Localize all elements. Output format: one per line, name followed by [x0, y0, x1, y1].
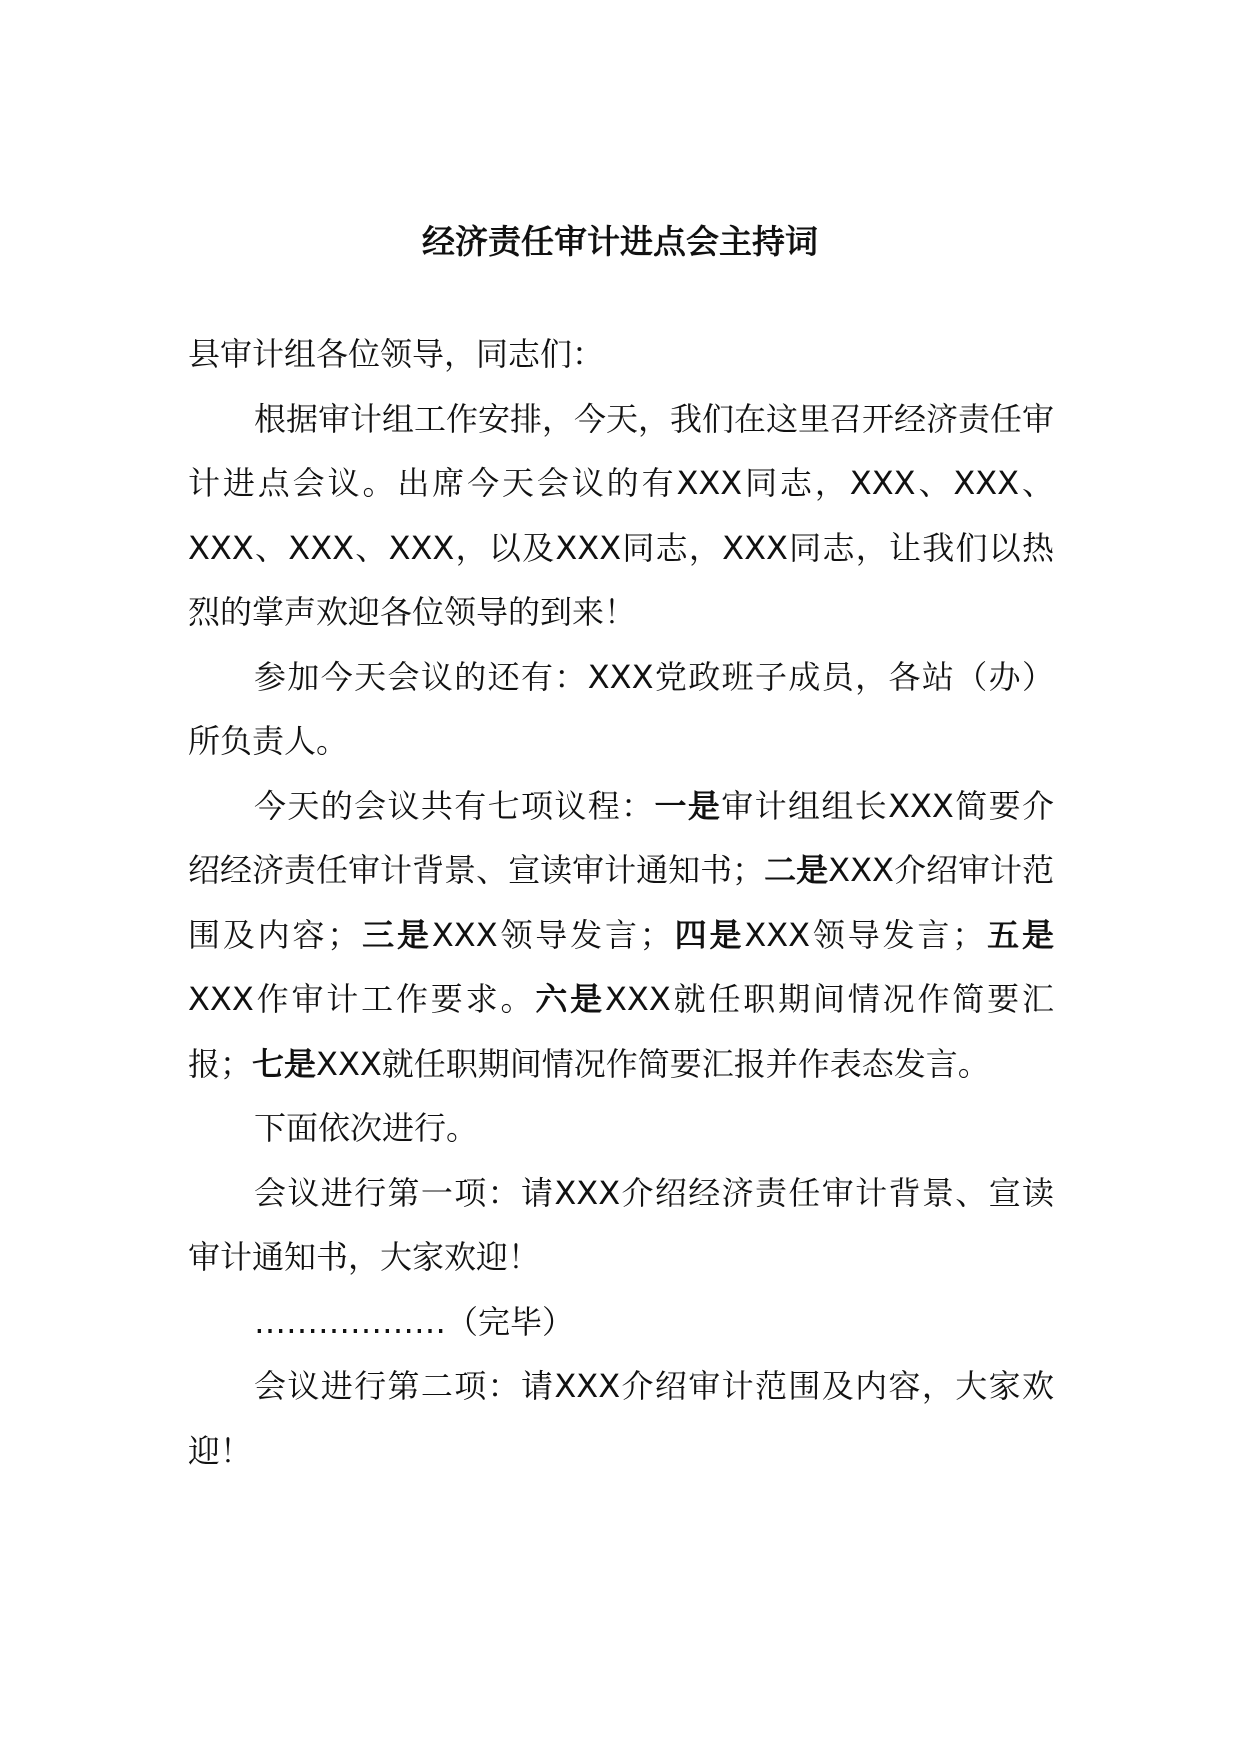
agenda-marker: 六是 — [535, 980, 605, 1018]
agenda-marker: 五是 — [984, 915, 1054, 954]
document-title: 经济责任审计进点会主持词 — [422, 222, 818, 261]
agenda-item-text: XXX作审计工作要求。 — [188, 980, 536, 1018]
paragraph-participants: 参加今天会议的还有：XXX党政班子成员，各站（办）所负责人。 — [188, 657, 1054, 760]
agenda-marker: 四是 — [671, 915, 745, 954]
agenda-item-text: XXX就任职期间情况作简要汇报并作表态发言。 — [316, 1044, 990, 1083]
paragraph-agenda — [188, 774, 1054, 1097]
agenda-item-text: XXX就任职期间情况作简要汇报； — [188, 980, 1054, 1083]
salutation: 县审计组各位领导，同志们： — [188, 335, 605, 373]
agenda-marker: 三是 — [359, 915, 432, 954]
agenda-item-text: XXX介绍审计范围及内容； — [188, 851, 1054, 954]
paragraph-completed: ………………（完毕） — [254, 1302, 575, 1341]
agenda-item-text: XXX领导发言； — [431, 915, 672, 954]
agenda-intro: 今天的会议共有七项议程： — [254, 786, 655, 825]
paragraph-item-two: 会议进行第二项：请XXX介绍审计范围及内容，大家欢迎！ — [188, 1367, 1054, 1470]
paragraph-item-one: 会议进行第一项：请XXX介绍经济责任审计背景、宣读审计通知书，大家欢迎！ — [188, 1173, 1054, 1276]
agenda-marker: 二是 — [764, 851, 829, 889]
document-body — [188, 322, 1054, 1483]
agenda-item-text: XXX领导发言； — [744, 915, 985, 954]
agenda-marker: 七是 — [252, 1044, 317, 1083]
agenda-item-text: 审计组组长XXX简要介绍经济责任审计背景、宣读审计通知书； — [188, 786, 1054, 889]
agenda-marker: 一是 — [654, 786, 722, 825]
paragraph-attendees: 根据审计组工作安排，今天，我们在这里召开经济责任审计进点会议。出席今天会议的有XXX同志，XXX、XXX、XXX、XXX、XXX，以及XXX同志，XXX同志，让我们以热烈的掌声欢迎各位领导的到来！ — [188, 399, 1055, 631]
paragraph-proceed: 下面依次进行。 — [254, 1109, 479, 1147]
